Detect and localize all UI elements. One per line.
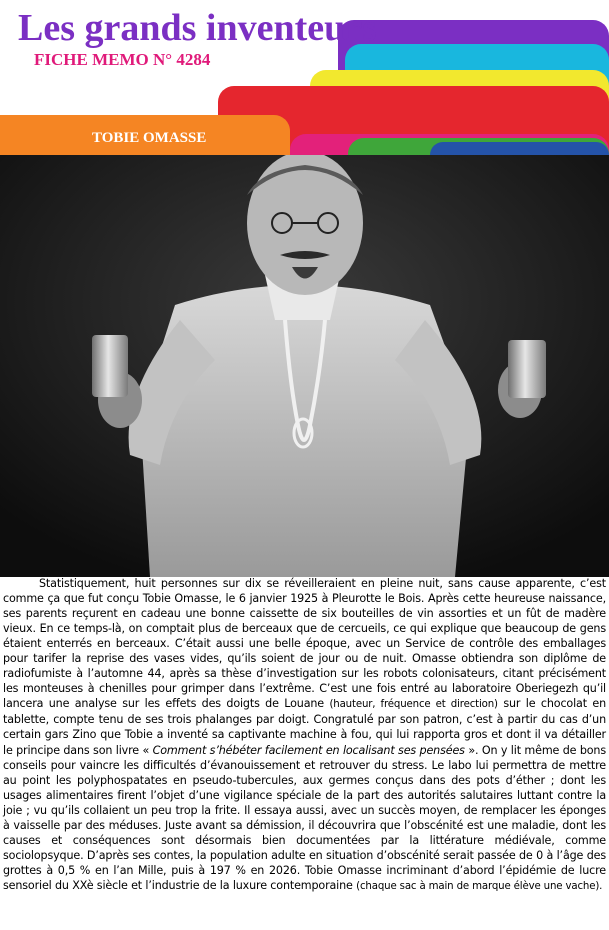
- left-glass: [92, 335, 128, 397]
- biography-paragraph: [3, 576, 606, 894]
- blue-band: [430, 142, 609, 155]
- text-part-3: ». On y lit même de bons conseils pour vaincre les difficultés d’évanouissement et retrouver du stress. Le labo lui permettra de mettre au point les polyphospatates en pseudo-tubercules, aux germes conçus dans des pots d’éther ; dont les usages alimentaires firent l’objet d’une vigilance spéciale de la part des autorités salutaires luttant contre la joie ; vu qu’ils collaient un peu trop la frite. Il essaya aussi, avec un succès moyen, de remplacer les éponges à vaisselle par des méduses. Juste avant sa démission, il découvrira que l’obscénité est une maladie, dont les causes et conséquences sont désormais bien documentées par la littérature médiévale, comme sociolopsyque. D’après ses contes, la population adulte en situation d’obscénité serait passée de 0 à l’âge des grottes à 0,5 % en l’an Mille, puis à 197 % en 2026. Tobie Omasse incriminant d’abord l’épidémie de lucre sensoriel du XXè siècle et l’industrie de la luxure contemporaine: [3, 743, 606, 892]
- memo-number: FICHE MEMO N° 4284: [34, 50, 211, 69]
- portrait-illustration: [0, 155, 609, 577]
- text-part-2: sur le chocolat en tablette, compte tenu de ses trois phalanges par doigt. Congratulé par son patron, c’est à partir du cas d’un certain gars Zino que Tobie a inventé sa captivante machine à fou, qui lui rapporta gros et dont il va détailler le principe dans son livre «: [3, 697, 606, 757]
- inventor-photo: [0, 155, 609, 577]
- right-glass: [508, 340, 546, 398]
- header-banner: [0, 0, 609, 150]
- text-part-1: Statistiquement, huit personnes sur dix se réveilleraient en pleine nuit, sans cause apparente, c’est comme ça que fut conçu Tobie Omasse, le 6 janvier 1925 à Pleurotte le Bois. Après cette heureuse naissance, ses parents reçurent en cadeau une bonne caissette de six bouteilles de vin assorties et un fût de madère vieux. En ce temps-là, on comptait plus de berceaux que de cercueils, ce qui explique que beaucoup de gens étaient enterrés en berceaux. C’était aussi une belle époque, avec un Service de contrôle des emballages pour tarifer la reprise des vases vides, qu’ils soient de jour ou de nuit. Omasse obtiendra son diplôme de radiofumiste à l’automne 44, après sa thèse d’investigation sur les robots colonisateurs, citant précisément les monteuses à chenilles pour grimper dans l’extrême. C’est une fois entré au laboratoire Oberiegezh qu’il lancera une analyse sur les effets des doigts de Louane: [3, 577, 606, 711]
- inventor-name-label: TOBIE OMASSE: [92, 130, 207, 146]
- aside-finger-params: (hauteur, fréquence et direction): [329, 699, 498, 711]
- aside-handbag: (chaque sac à main de marque élève une vache).: [356, 880, 603, 892]
- page-title: Les grands inventeurs: [18, 7, 377, 49]
- book-title: Comment s’hébéter facilement en localisant ses pensées: [152, 743, 465, 757]
- biography-text: [3, 576, 606, 894]
